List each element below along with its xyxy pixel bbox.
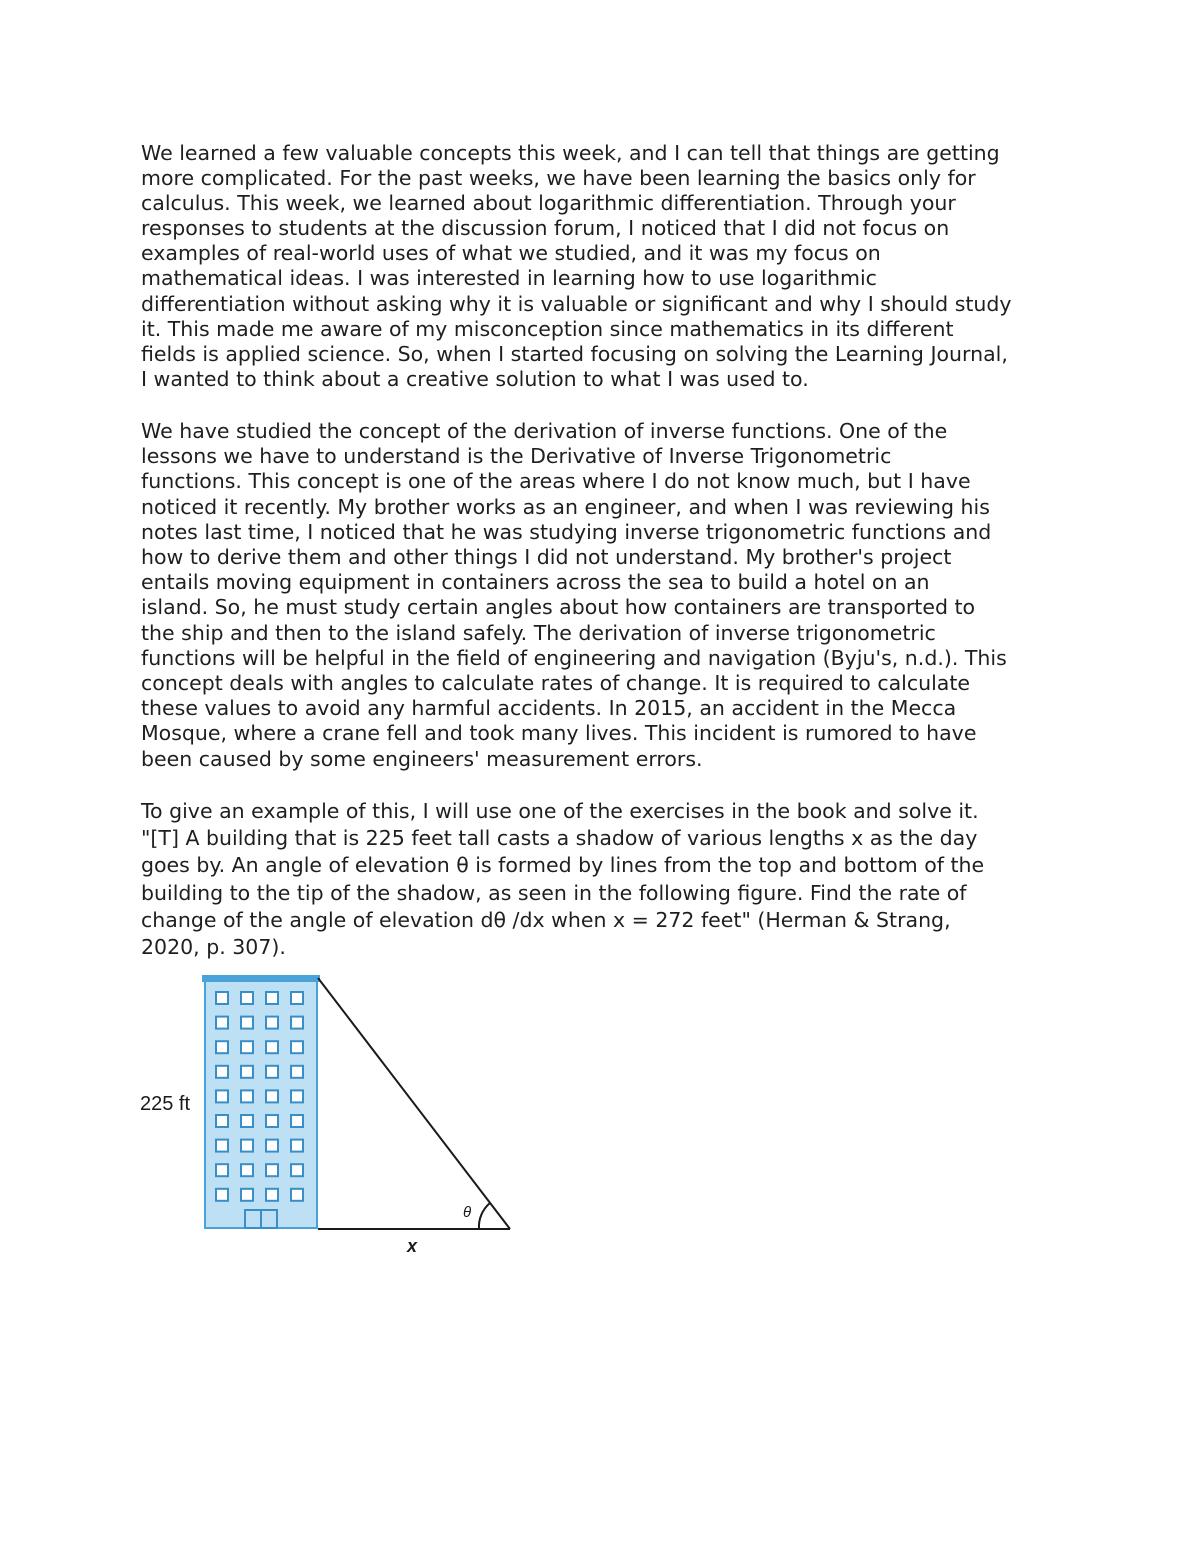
window [266, 1090, 278, 1102]
text-line: examples of real-world uses of what we studied, and it was my focus on [141, 241, 881, 266]
text-line: To give an example of this, I will use one of the exercises in the book and solve it. [141, 799, 979, 823]
window [266, 1017, 278, 1029]
window [216, 1140, 228, 1152]
window [216, 1066, 228, 1078]
window [241, 1066, 253, 1078]
paragraph-building-exercise [141, 798, 1066, 961]
angle-theta-label: θ [463, 1204, 472, 1221]
window [241, 1164, 253, 1176]
text-line: building to the tip of the shadow, as seen in the following figure. Find the rate of [141, 880, 967, 905]
base-x-label: x [407, 1236, 418, 1256]
window [216, 1189, 228, 1201]
text-line: fields is applied science. So, when I started focusing on solving the Learning Journal, [141, 341, 1008, 366]
text-line: entails moving equipment in containers across the sea to build a hotel on an [141, 570, 930, 595]
window [241, 1017, 253, 1029]
text-line: differentiation without asking why it is valuable or significant and why I should study [141, 291, 1012, 316]
text-line: change of the angle of elevation dθ /dx when x = 272 feet" (Herman & Strang, [141, 907, 951, 932]
text-line: functions will be helpful in the field of engineering and navigation (Byju's, n.d.). This [141, 645, 1007, 670]
window [241, 992, 253, 1004]
text-line: functions. This concept is one of the areas where I do not know much, but I have [141, 469, 971, 494]
text-line: noticed it recently. My brother works as an engineer, and when I was reviewing his [141, 494, 990, 519]
window [241, 1115, 253, 1127]
text-line: mathematical ideas. I was interested in learning how to use logarithmic [141, 266, 877, 291]
text-line: We learned a few valuable concepts this week, and I can tell that things are getting [141, 141, 1000, 165]
window [216, 1115, 228, 1127]
window [266, 1066, 278, 1078]
text-line: goes by. An angle of elevation θ is formed by lines from the top and bottom of the [141, 853, 985, 878]
text-line: responses to students at the discussion forum, I noticed that I did not focus on [141, 216, 950, 241]
window [216, 1017, 228, 1029]
window [241, 1090, 253, 1102]
text-line: concept deals with angles to calculate rates of change. It is required to calculate [141, 671, 971, 696]
window [291, 1164, 303, 1176]
text-line: We have studied the concept of the derivation of inverse functions. One of the [141, 419, 948, 443]
window [266, 992, 278, 1004]
window [216, 1041, 228, 1053]
window [241, 1140, 253, 1152]
height-label: 225 ft [140, 1093, 191, 1115]
window [291, 1140, 303, 1152]
text-line: these values to avoid any harmful accidents. In 2015, an accident in the Mecca [141, 696, 957, 721]
window [291, 992, 303, 1004]
window [216, 1164, 228, 1176]
text-line: "[T] A building that is 225 feet tall casts a shadow of various lengths x as the day [141, 826, 978, 851]
text-line: 2020, p. 307). [141, 935, 286, 960]
text-line: the ship and then to the island safely. The derivation of inverse trigonometric [141, 620, 936, 645]
sight-line [318, 978, 510, 1229]
window [266, 1189, 278, 1201]
window [266, 1115, 278, 1127]
text-line: more complicated. For the past weeks, we have been learning the basics only for [141, 166, 976, 191]
window [291, 1189, 303, 1201]
window [266, 1041, 278, 1053]
text-line: it. This made me aware of my misconception since mathematics in its different [141, 316, 954, 341]
text-line: Mosque, where a crane fell and took many lives. This incident is rumored to have [141, 721, 977, 746]
text-line: island. So, he must study certain angles about how containers are transported to [141, 595, 976, 620]
paragraph-inverse-trig-derivatives [141, 419, 1066, 772]
text-line: I wanted to think about a creative solution to what I was used to. [141, 366, 809, 391]
window [266, 1140, 278, 1152]
window [291, 1090, 303, 1102]
paragraph-logarithmic-differentiation [141, 141, 1066, 392]
window [241, 1041, 253, 1053]
building [202, 975, 320, 1228]
angle-arc [479, 1203, 490, 1229]
text-line: been caused by some engineers' measurement errors. [141, 746, 703, 771]
window [266, 1164, 278, 1176]
window [216, 992, 228, 1004]
window [241, 1189, 253, 1201]
text-line: lessons we have to understand is the Derivative of Inverse Trigonometric [141, 444, 892, 469]
building-shadow-figure [138, 970, 518, 1260]
window [291, 1041, 303, 1053]
building-roof [202, 975, 320, 982]
window [291, 1066, 303, 1078]
text-line: calculus. This week, we learned about logarithmic differentiation. Through your [141, 191, 956, 216]
window [291, 1115, 303, 1127]
text-line: notes last time, I noticed that he was studying inverse trigonometric functions and [141, 519, 992, 544]
text-line: how to derive them and other things I did not understand. My brother's project [141, 545, 952, 570]
figure-svg [138, 970, 518, 1260]
window [291, 1017, 303, 1029]
window [216, 1090, 228, 1102]
